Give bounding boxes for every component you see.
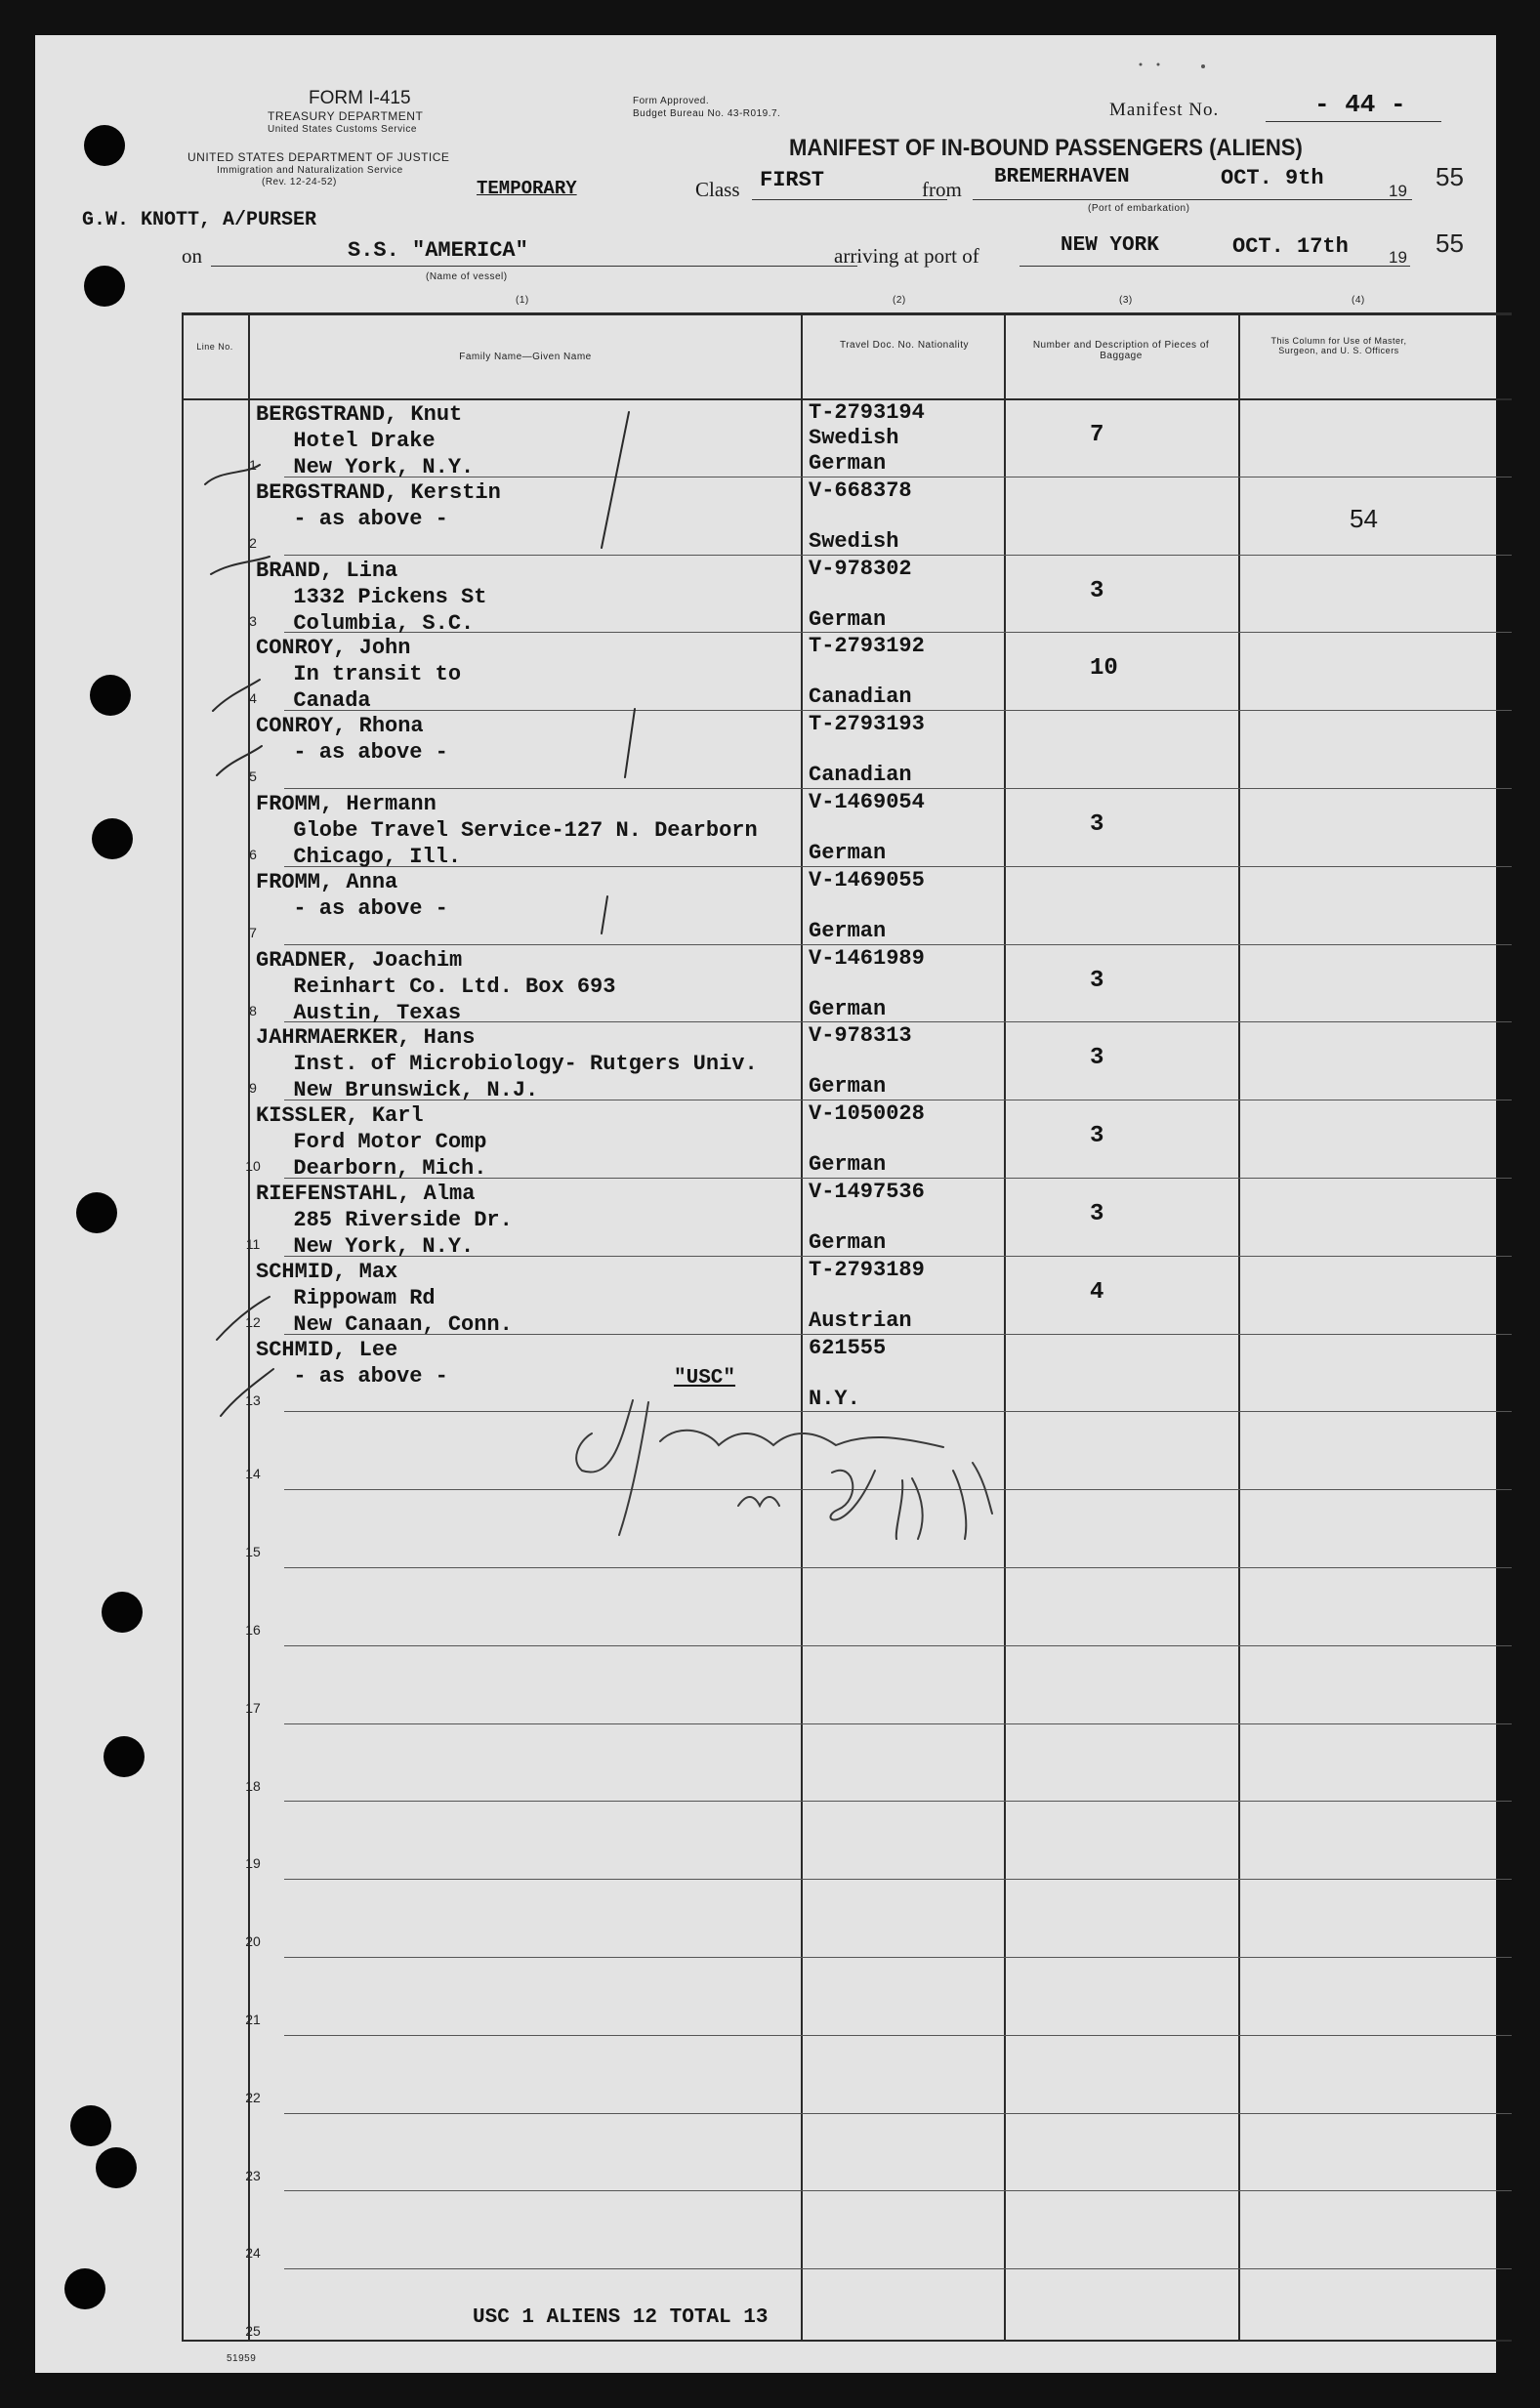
passenger-name: SCHMID, Max [256, 1259, 398, 1284]
line-number: 3 [249, 612, 257, 629]
nationality: German [809, 996, 887, 1021]
passenger-address: - as above - [268, 895, 448, 921]
line-number: 12 [245, 1313, 261, 1330]
line-number: 2 [249, 534, 257, 551]
class-label: Class [695, 178, 740, 201]
travel-doc-number: T-2793189 [809, 1257, 925, 1282]
passenger-name: SCHMID, Lee [256, 1337, 398, 1362]
handwriting-marks [35, 35, 1496, 2373]
port-of-arrival: NEW YORK [1061, 234, 1159, 257]
nationality: German [809, 1152, 887, 1178]
line-number: 6 [249, 847, 257, 862]
passenger-address: Chicago, Ill. [268, 845, 462, 869]
line-number: 18 [245, 1777, 261, 1794]
travel-doc-number: T-2793194 [809, 400, 925, 425]
revision: (Rev. 12-24-52) [262, 177, 337, 187]
passenger-name: GRADNER, Joachim [256, 947, 463, 973]
line-number: 1 [249, 457, 257, 473]
check-marks [205, 412, 635, 1416]
passenger-address: New Canaan, Conn. [268, 1311, 513, 1337]
year-1: 55 [1436, 162, 1464, 191]
passenger-name: BERGSTRAND, Kerstin [256, 479, 501, 505]
signature-stroke [660, 1431, 943, 1447]
baggage-count: 3 [1090, 1123, 1104, 1150]
arrival-date: OCT. 17th [1232, 234, 1349, 259]
passenger-address: Globe Travel Service-127 N. Dearborn [268, 818, 758, 843]
nationality: Canadian [809, 685, 912, 710]
line-number: 16 [245, 1622, 261, 1638]
embarkation-date: OCT. 9th [1221, 166, 1324, 190]
nationality: N.Y. [809, 1386, 860, 1411]
purser: G.W. KNOTT, A/PURSER [82, 209, 317, 231]
tick-mark [217, 746, 262, 775]
nationality: German [809, 1074, 887, 1100]
signature [576, 1400, 992, 1539]
travel-doc-number: V-978302 [809, 556, 912, 581]
line-number: 15 [245, 1544, 261, 1560]
line-number: 19 [245, 1855, 261, 1872]
signature-stroke [738, 1497, 779, 1506]
line-number: 10 [245, 1158, 261, 1175]
manifest-no-label: Manifest No. [1109, 100, 1220, 120]
baggage-count: 3 [1090, 1201, 1104, 1227]
staple-marks [1140, 63, 1206, 69]
nationality: German [809, 606, 887, 632]
baggage-count: 3 [1090, 811, 1104, 838]
signature-stroke [576, 1400, 633, 1473]
baggage-count: 4 [1090, 1278, 1104, 1306]
baggage-count: 3 [1090, 967, 1104, 994]
travel-doc-number: 621555 [809, 1335, 887, 1360]
passenger-name: KISSLER, Karl [256, 1103, 424, 1129]
on-label: on [182, 244, 202, 268]
header-line-no: Line No. [196, 342, 233, 352]
passenger-name: BERGSTRAND, Knut [256, 402, 463, 427]
passenger-address: Hotel Drake [268, 429, 436, 453]
passenger-name: CONROY, Rhona [256, 714, 424, 739]
passenger-address: In transit to [268, 662, 462, 687]
header-name: Family Name—Given Name [459, 352, 592, 362]
line-number: 13 [245, 1391, 261, 1408]
vessel-caption: (Name of vessel) [426, 271, 508, 282]
officer-note: 54 [1350, 503, 1378, 533]
passenger-address: New Brunswick, N.J. [268, 1078, 539, 1103]
line-number: 23 [245, 2167, 261, 2183]
baggage-count: 3 [1090, 1045, 1104, 1072]
port-embarkation-caption: (Port of embarkation) [1088, 203, 1190, 214]
tick-mark [205, 465, 260, 484]
manifest-page [35, 35, 1496, 2373]
ins-service: Immigration and Naturalization Service [217, 165, 403, 176]
line-number: 11 [245, 1236, 261, 1252]
temporary-stamp: TEMPORARY [477, 178, 577, 199]
passenger-address: Rippowam Rd [268, 1285, 436, 1310]
passenger-address: 285 Riverside Dr. [268, 1208, 513, 1232]
travel-doc-number: V-1050028 [809, 1101, 925, 1127]
footer-code: 51959 [227, 2353, 257, 2364]
passenger-name: BRAND, Lina [256, 558, 398, 583]
passenger-address: New York, N.Y. [268, 1234, 475, 1259]
from-label: from [922, 178, 962, 201]
tick-mark [213, 680, 260, 711]
year-prefix-2: 19 [1389, 248, 1407, 267]
tick-mark [217, 1297, 270, 1340]
line-number: 14 [245, 1466, 261, 1482]
signature-stroke [953, 1463, 992, 1539]
passenger-address: Reinhart Co. Ltd. Box 693 [268, 974, 616, 999]
passenger-address: Austin, Texas [268, 1000, 462, 1025]
line-number: 5 [249, 768, 257, 785]
header-travel-doc: Travel Doc. No. Nationality [839, 340, 970, 351]
nationality: Canadian [809, 763, 912, 788]
column-number-4: (4) [1352, 295, 1365, 306]
line-number: 8 [249, 1002, 257, 1018]
tick-mark [221, 1369, 273, 1416]
nationality: German [809, 1230, 887, 1255]
arriving-label: arriving at port of [834, 244, 979, 268]
line-number: 25 [245, 2323, 261, 2340]
passenger-address: Inst. of Microbiology- Rutgers Univ. [268, 1052, 758, 1077]
manifest-title: MANIFEST OF IN-BOUND PASSENGERS (ALIENS) [789, 135, 1303, 161]
check-mark [602, 896, 607, 934]
port-of-embarkation: BREMERHAVEN [994, 166, 1130, 188]
justice-department: UNITED STATES DEPARTMENT OF JUSTICE [187, 150, 450, 164]
nationality: Austrian [809, 1308, 912, 1333]
column-number-2: (2) [893, 295, 906, 306]
nationality: Swedish [809, 426, 899, 450]
passenger-name: RIEFENSTAHL, Alma [256, 1182, 476, 1206]
nationality: German [809, 918, 887, 943]
travel-doc-number: V-1469054 [809, 790, 925, 814]
passenger-address: - as above - [268, 740, 448, 766]
customs-service: United States Customs Service [268, 124, 417, 135]
travel-doc-number: V-1469055 [809, 867, 925, 893]
header-officers: This Column for Use of Master, Surgeon, and U. S. Officers [1270, 336, 1407, 355]
travel-doc-number: T-2793193 [809, 712, 925, 737]
passenger-address: Columbia, S.C. [268, 610, 475, 636]
column-number-1: (1) [516, 295, 529, 306]
year-2: 55 [1436, 228, 1464, 258]
nationality: German [809, 841, 887, 865]
travel-doc-number: V-1461989 [809, 945, 925, 971]
manifest-no: - 44 - [1314, 90, 1406, 119]
passenger-address: - as above - [268, 1363, 448, 1389]
line-number: 17 [245, 1699, 261, 1716]
line-number: 4 [249, 690, 257, 707]
baggage-count: 7 [1090, 422, 1104, 448]
vessel-name: S.S. "AMERICA" [348, 238, 528, 263]
baggage-count: 3 [1090, 577, 1104, 604]
signature-stroke [619, 1402, 648, 1535]
travel-doc-number: T-2793192 [809, 634, 925, 659]
travel-doc-number: V-668378 [809, 477, 912, 503]
line-number: 20 [245, 1933, 261, 1950]
nationality: Swedish [809, 528, 899, 554]
budget-bureau: Budget Bureau No. 43-R019.7. [633, 108, 781, 119]
passenger-address: 1332 Pickens St [268, 584, 487, 609]
passenger-address: New York, N.Y. [268, 455, 475, 479]
signature-stroke [830, 1471, 875, 1520]
passenger-name: FROMM, Anna [256, 869, 398, 894]
line-number: 21 [245, 2012, 261, 2027]
line-number: 22 [245, 2089, 261, 2105]
travel-doc-number: V-978313 [809, 1023, 912, 1049]
column-number-3: (3) [1119, 295, 1133, 306]
year-prefix-1: 19 [1389, 182, 1407, 200]
usc-tag: "USC" [674, 1367, 736, 1390]
check-mark [602, 412, 629, 548]
passenger-name: FROMM, Hermann [256, 792, 437, 816]
line-number: 7 [249, 924, 257, 940]
passenger-address: - as above - [268, 506, 448, 531]
passenger-name: JAHRMAERKER, Hans [256, 1025, 476, 1051]
totals: USC 1 ALIENS 12 TOTAL 13 [473, 2306, 769, 2329]
passenger-address: Dearborn, Mich. [268, 1156, 487, 1182]
line-number: 24 [245, 2245, 261, 2262]
check-mark [625, 709, 635, 777]
baggage-count: 10 [1090, 655, 1118, 683]
header-baggage: Number and Description of Pieces of Baggage [1032, 340, 1210, 361]
passenger-address: Ford Motor Comp [268, 1130, 487, 1155]
signature-stroke [896, 1478, 923, 1539]
passenger-name: CONROY, John [256, 636, 411, 661]
passenger-address: Canada [268, 688, 371, 714]
travel-doc-number: V-1497536 [809, 1180, 925, 1204]
form-approved: Form Approved. [633, 96, 710, 106]
treasury-department: TREASURY DEPARTMENT [268, 109, 424, 123]
line-number: 9 [249, 1080, 257, 1097]
nationality: German [809, 451, 887, 476]
class-value: FIRST [760, 168, 825, 192]
tick-mark [211, 557, 270, 574]
form-number: FORM I-415 [309, 88, 411, 108]
